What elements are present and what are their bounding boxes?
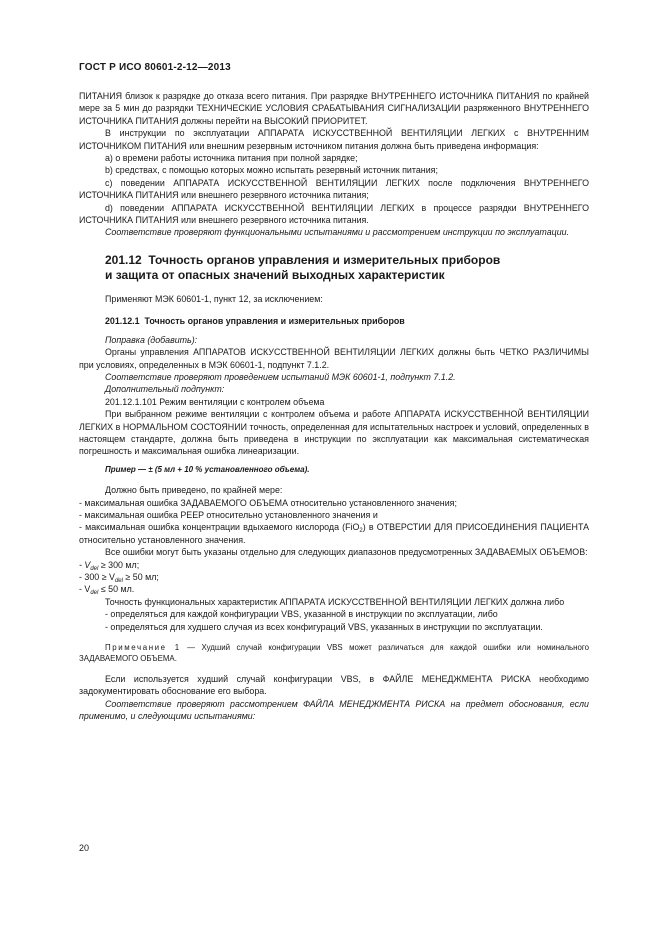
text-fragment: ≤ 50 мл. [98,584,135,595]
list-item: c) поведении АППАРАТА ИСКУССТВЕННОЙ ВЕНТИЛЯЦИИ ЛЕГКИХ после подключения ВНУТРЕННЕГО ИСТОЧНИКА ПИТАНИЯ или внешнего резервного источника питания; [79,177,589,201]
paragraph: Все ошибки могут быть указаны отдельно для следующих диапазонов предусмотренных ЗАДАВАЕМЫХ ОБЪЕМОВ: [105,547,588,558]
paragraph: Если используется худший случай конфигурации VBS, в ФАЙЛЕ МЕНЕДЖМЕНТА РИСКА необходимо задокументировать обоснование его выбора. [79,674,589,697]
compliance-note: Соответствие проверяют рассмотрением ФАЙЛА МЕНЕДЖМЕНТА РИСКА на предмет обоснования, если применимо, и следующими испытаниями: [79,698,589,722]
text-fragment: ) в ОТВЕРСТИИ ДЛЯ ПРИСОЕДИНЕНИЯ ПАЦИЕНТА относительно установленного значения. [79,522,589,545]
section-heading [79,253,589,283]
page-number: 20 [79,843,90,853]
text-fragment: - V [79,559,91,570]
subsubsection-heading: 201.12.1.101 Режим вентиляции с контролем объема [105,396,325,407]
range-item [79,571,589,583]
list-item: - определяться для каждой конфигурации VBS, указанной в инструкции по эксплуатации, либо [105,609,498,620]
text-fragment: - 300 ≥ V [79,572,115,582]
subscript: del [90,590,99,597]
subsection-title: Точность органов управления и измерительных приборов [144,316,405,327]
list-item: a) о времени работы источника питания при полной зарядке; [105,153,358,164]
paragraph: Органы управления АППАРАТОВ ИСКУССТВЕННОЙ ВЕНТИЛЯЦИИ ЛЕГКИХ должны быть ЧЕТКО РАЗЛИЧИМЫ при условиях, определенных в МЭК 60601-1, подпункт 7.1.2. [79,347,589,370]
paragraph: Применяют МЭК 60601-1, пункт 12, за исключением: [105,293,323,304]
text-fragment: - V [79,584,91,595]
amendment-label: Поправка (добавить): [105,334,198,345]
document-header: ГОСТ Р ИСО 80601-2-12—2013 [79,62,231,73]
section-title-line1: Точность органов управления и измерительных приборов [148,252,501,267]
paragraph: Точность функциональных характеристик АППАРАТА ИСКУССТВЕННОЙ ВЕНТИЛЯЦИИ ЛЕГКИХ должна либо [105,596,565,607]
text-fragment: - максимальная ошибка концентрации вдыхаемого кислорода (FiO [79,522,360,533]
section-number: 201.12 [105,252,142,267]
subscript: del [114,578,123,584]
note [79,642,589,664]
list-item [79,521,589,546]
list-item: d) поведении АППАРАТА ИСКУССТВЕННОЙ ВЕНТИЛЯЦИИ ЛЕГКИХ в процессе разрядки ВНУТРЕННЕГО ИСТОЧНИКА ПИТАНИЯ или внешнего резервного источника питания. [79,202,589,226]
compliance-note: Соответствие проверяют функциональными испытаниями и рассмотрением инструкции по эксплуатации. [105,227,570,238]
paragraph: ПИТАНИЯ близок к разрядке до отказа всего питания. При разрядке ВНУТРЕННЕГО ИСТОЧНИКА ПИТАНИЯ по крайней мере за 5 мин до разрядки ТЕХНИЧЕСКИЕ УСЛОВИЯ СРАБАТЫВАНИЯ СИГНАЛИЗАЦИИ разряженного ВНУТРЕННЕГО ИСТОЧНИКА ПИТАНИЯ должны перейти на ВЫСОКИЙ ПРИОРИТЕТ. [79,91,589,126]
list-item: b) средствах, с помощью которых можно испытать резервный источник питания; [105,165,438,176]
page-body [79,90,589,723]
subsection-number: 201.12.1 [105,316,140,327]
subscript: 2 [359,528,363,535]
list-intro: Должно быть приведено, по крайней мере: [105,485,283,496]
compliance-note: Соответствие проверяют проведением испытаний МЭК 60601-1, подпункт 7.1.2. [105,371,456,382]
example: Пример — ± (5 мл + 10 % установленного объема). [105,464,310,474]
section-title-line2: и защита от опасных значений выходных характеристик [105,267,445,282]
note-label: Примечание 1 [105,643,181,653]
range-item [79,583,589,595]
list-item: - определяться для худшего случая из всех конфигураций VBS, указанных в инструкции по эксплуатации. [105,621,543,632]
range-item [79,559,589,571]
text-fragment: ≥ 50 мл; [122,572,159,582]
list-item: - максимальная ошибка ЗАДАВАЕМОГО ОБЪЕМА относительно установленного значения; [79,497,457,508]
paragraph: В инструкции по эксплуатации АППАРАТА ИСКУССТВЕННОЙ ВЕНТИЛЯЦИИ ЛЕГКИХ с ВНУТРЕННИМ ИСТОЧНИКОМ ПИТАНИЯ или внешним резервным источником питания должна быть приведена информация: [79,128,589,151]
list-item: - максимальная ошибка PEEP относительно установленного значения и [79,509,378,520]
subsection-heading [79,315,589,327]
paragraph: При выбранном режиме вентиляции с контролем объема и работе АППАРАТА ИСКУССТВЕННОЙ ВЕНТИЛЯЦИИ ЛЕГКИХ в НОРМАЛЬНОМ СОСТОЯНИИ точность, определенная для испытательных настроек и условий, определенных в настоящем стандарте, должна быть приведена в инструкции по эксплуатации как максимальная систематическая погрешность и максимальная ошибка линеаризации. [79,409,589,457]
additional-label: Дополнительный подпункт: [105,384,225,395]
subscript: del [90,565,99,572]
text-fragment: ≥ 300 мл; [98,559,140,570]
note-text: — Худший случай конфигурации VBS может различаться для каждой ошибки или номинального ЗАДАВАЕМОГО ОБЪЕМА. [79,643,589,664]
